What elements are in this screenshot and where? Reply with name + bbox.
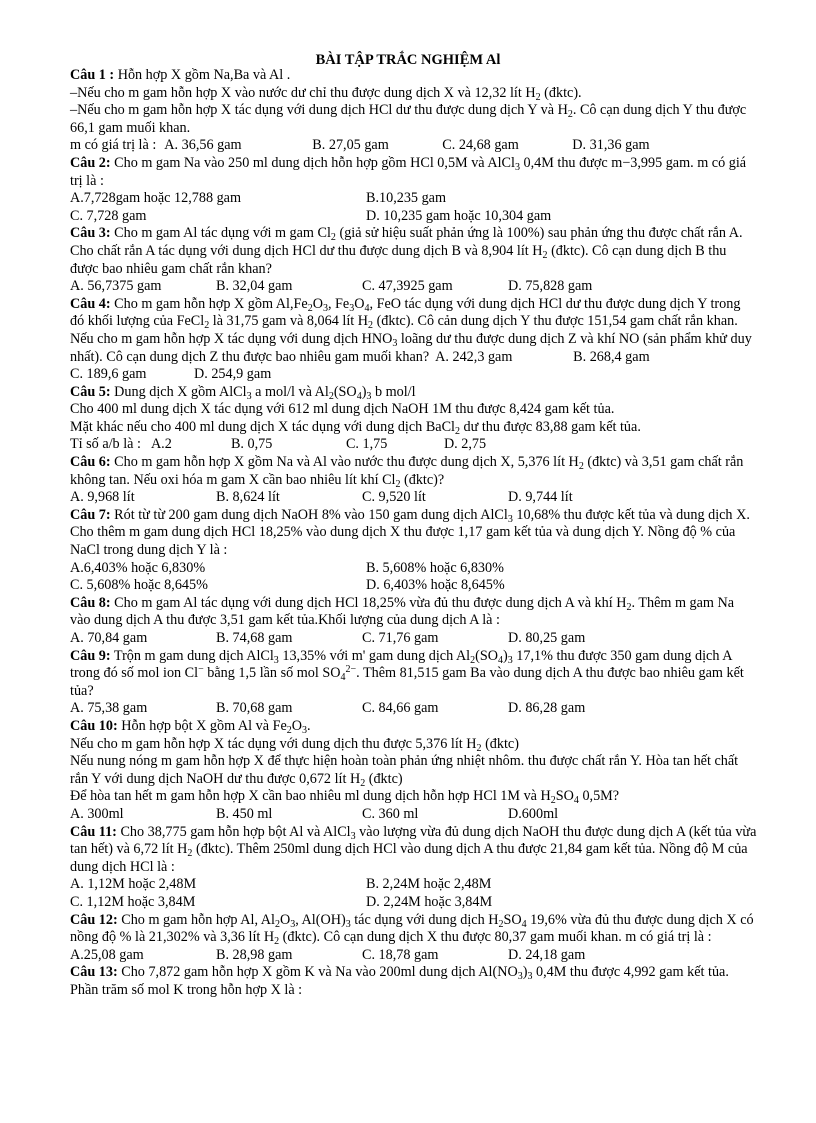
question-7 xyxy=(70,507,758,595)
question-text-line xyxy=(70,85,758,103)
answer-option[interactable]: D. 80,25 gam xyxy=(508,630,586,646)
answer-option[interactable]: A.6,403% hoặc 6,830% xyxy=(70,559,206,576)
question-label: Câu 3: xyxy=(70,225,111,242)
answer-option[interactable]: D. 10,235 gam hoặc 10,304 gam xyxy=(366,207,552,224)
question-text: Để hòa tan hết m gam hỗn hợp X cần bao nhiêu ml dung dịch hỗn hợp HCl 1M và $H_2SO_4$ 0,5M? xyxy=(70,788,620,807)
question-label: Câu 9: xyxy=(70,647,111,664)
question-2 xyxy=(70,155,758,225)
question-label: Câu 12: xyxy=(70,911,118,928)
question-text-line xyxy=(70,296,758,384)
answer-options xyxy=(70,560,758,578)
question-text-line xyxy=(70,155,758,190)
answer-options xyxy=(70,630,758,648)
question-4 xyxy=(70,296,758,384)
answer-option[interactable]: C. 1,75 xyxy=(345,436,388,453)
question-text-line xyxy=(70,102,758,137)
answer-options xyxy=(70,700,758,718)
question-text-line xyxy=(70,964,758,999)
question-text-line xyxy=(70,507,758,560)
answer-option[interactable]: B.10,235 gam xyxy=(366,190,446,207)
answer-options xyxy=(70,190,758,208)
question-text-line xyxy=(70,401,758,419)
question-text: Cho m gam hỗn hợp X gồm $Al,Fe_2O_3$, $Fe_3O_4$, FeO tác dụng với dung dịch HCl dư thu được dung dịch Y trong đó khối lượng của FeCl$_2$ là 31,75 gam và 8,064 lít $H_2$ (đktc). Cô cản dung dịch Y thu được 151,54 gam chất rắn khan. Nếu cho m gam hỗn hợp X tác dụng với dung dịch $HNO_3$ loãng dư thu được dung dịch Z và khí NO (sản phẩm khử duy nhất). Cô cạn dung dịch Z thu được bao nhiêu gam muối khan? xyxy=(70,295,752,365)
answer-option[interactable]: D. 31,36 gam xyxy=(572,137,650,154)
question-label: Câu 10: xyxy=(70,717,118,734)
question-label: Câu 11: xyxy=(70,823,117,840)
question-8 xyxy=(70,595,758,648)
question-text: Dung dịch X gồm AlCl$_3$ a mol/l và $Al_2(SO_4)_3$ b mol/l xyxy=(110,383,416,402)
document-title: BÀI TẬP TRẮC NGHIỆM Al xyxy=(315,52,501,68)
answer-option[interactable]: C. 1,12M hoặc 3,84M xyxy=(70,893,196,910)
question-text-line xyxy=(70,137,758,155)
answer-option[interactable]: A. 9,968 lít xyxy=(70,489,135,506)
question-text: Rót từ từ 200 gam dung dịch NaOH 8% vào 150 gam dung dịch AlCl$_3$ 10,68% thu được kết tủa và dung dịch X. Cho thêm m gam dung dịch HCl 18,25% vào dung dịch X thu được 1,17 gam kết tủa và dung dịch Y. Nồng độ % của NaCl trong dung dịch Y là : xyxy=(70,506,750,559)
question-12 xyxy=(70,912,758,965)
question-6 xyxy=(70,454,758,507)
question-text-line xyxy=(70,384,758,402)
question-label: Câu 8: xyxy=(70,594,111,611)
question-text-line xyxy=(70,788,758,806)
answer-option[interactable]: A. 70,84 gam xyxy=(70,630,148,646)
answer-option[interactable]: A. 56,7375 gam xyxy=(70,278,162,295)
question-label: Câu 1 : xyxy=(70,67,115,83)
answer-options xyxy=(70,894,758,912)
answer-option[interactable]: B. 2,24M hoặc 2,48M xyxy=(366,876,492,893)
answer-option[interactable]: D. 2,24M hoặc 3,84M xyxy=(366,893,493,910)
question-label: Câu 4: xyxy=(70,295,111,312)
question-text: Nếu cho m gam hỗn hợp X tác dụng với dung dịch thu được 5,376 lít $H_2$ (đktc) xyxy=(70,735,519,754)
question-text: Cho m gam hỗn hợp Al, $Al_2O_3$, $Al(OH)_3$ tác dụng với dung dịch $H_2SO_4$ 19,6% vừa đủ thu được dung dịch X có nồng độ % là 21,302% và 3,36 lít $H_2$ (đktc). Cô cạn dung dịch X thu được 80,37 gam muối khan. m có giá trị là : xyxy=(70,911,754,948)
answer-option[interactable]: C. 5,608% hoặc 8,645% xyxy=(70,577,208,594)
question-text: Hỗn hợp bột X gồm Al và $Fe_2O_3$. xyxy=(117,717,311,736)
answer-option[interactable]: C. 71,76 gam xyxy=(362,630,439,646)
question-text: Cho 38,775 gam hỗn hợp bột Al và AlCl$_3$ vào lượng vừa đủ dung dịch NaOH thu được dung dịch A (kết tủa vừa tan hết) và 6,72 lít $H_2$ (đktc). Thêm 250ml dung dịch HCl vào dung dịch A thu được 21,84 gam kết tủa. Nồng độ M của dung dịch HCl là : xyxy=(70,823,757,875)
answer-option[interactable]: C. 7,728 gam xyxy=(70,207,147,224)
answer-option[interactable]: A. 75,38 gam xyxy=(70,700,148,717)
answer-option[interactable]: A. 300ml xyxy=(70,805,124,822)
question-label: Câu 7: xyxy=(70,506,111,523)
answer-options xyxy=(70,876,758,894)
answer-option[interactable]: C. 18,78 gam xyxy=(362,946,439,963)
answer-option[interactable]: C. 360 ml xyxy=(362,805,419,822)
answer-options xyxy=(70,577,758,595)
question-list xyxy=(70,67,758,999)
answer-option[interactable]: B. 450 ml xyxy=(216,805,273,822)
question-text-line xyxy=(70,595,758,630)
question-11 xyxy=(70,824,758,912)
question-text-line xyxy=(70,753,758,788)
answer-option[interactable]: B. 28,98 gam xyxy=(216,946,293,963)
answer-option[interactable]: B. 74,68 gam xyxy=(216,630,293,646)
question-text-line xyxy=(70,419,758,437)
answer-option[interactable]: C. 84,66 gam xyxy=(362,700,439,717)
question-9 xyxy=(70,648,758,718)
question-text: Hỗn hợp X gồm Na,Ba và Al . xyxy=(114,67,291,83)
answer-option[interactable]: D. 6,403% hoặc 8,645% xyxy=(366,577,505,594)
question-text: Mặt khác nếu cho 400 ml dung dịch X tác dụng với dung dịch BaCl$_2$ dư thu được 83,88 gam kết tủa. xyxy=(70,418,641,437)
question-text: Trộn m gam dung dịch AlCl$_3$ 13,35% với m' gam dung dịch $Al_2(SO_4)_3$ 17,1% thu được 350 gam dung dịch A trong đó số mol ion Cl− bằng 1,5 lần số mol $SO_4^{2-}$. Thêm 81,515 gam Ba vào dung dịch A thu được bao nhiêu gam kết tủa? xyxy=(70,647,744,699)
answer-option[interactable]: D. 9,744 lít xyxy=(508,489,573,506)
question-text: Cho m gam Al tác dụng với m gam $Cl_2$ (giả sử hiệu suất phản ứng là 100%) sau phản ứng thu được chất rắn A. Cho chất rắn A tác dụng với dung dịch HCl dư thu được dung dịch B và 8,904 lít $H_2$ (đktc). Cô cạn dung dịch B thu được bao nhiêu gam chất rắn khan? xyxy=(70,225,743,277)
question-13 xyxy=(70,964,758,999)
answer-option[interactable]: A. 36,56 gam xyxy=(164,137,242,154)
question-label: Câu 13: xyxy=(70,964,118,981)
question-text: Cho 7,872 gam hỗn hợp X gồm K và Na vào 200ml dung dịch $Al(NO_3)_3$ 0,4M thu được 4,992 gam kết tủa. Phần trăm số mol K trong hỗn hợp X là : xyxy=(70,964,729,998)
answer-option[interactable]: A.2 xyxy=(150,436,172,453)
answer-option[interactable]: D.600ml xyxy=(508,805,559,822)
answer-option[interactable]: C. 9,520 lít xyxy=(362,489,426,506)
answer-option[interactable]: B. 27,05 gam xyxy=(312,137,389,154)
question-label: Câu 5: xyxy=(70,383,111,400)
answer-option[interactable]: D. 86,28 gam xyxy=(508,700,586,717)
answer-option[interactable]: C. 24,68 gam xyxy=(442,137,519,154)
answer-option[interactable]: A.25,08 gam xyxy=(70,946,144,963)
answer-option[interactable]: B. 32,04 gam xyxy=(216,278,293,295)
question-text-line xyxy=(70,912,758,947)
question-text-line xyxy=(70,718,758,736)
answer-option[interactable]: C. 189,6 gam xyxy=(70,366,147,383)
question-text-line xyxy=(70,225,758,278)
answer-option[interactable]: B. 5,608% hoặc 6,830% xyxy=(366,559,504,576)
answer-option[interactable]: D. 2,75 xyxy=(443,436,487,453)
answer-option[interactable]: B. 70,68 gam xyxy=(216,700,293,717)
question-text-line xyxy=(70,436,758,454)
question-text-line xyxy=(70,824,758,877)
answer-options xyxy=(70,208,758,226)
answer-options xyxy=(70,489,758,507)
answer-option[interactable]: A.7,728gam hoặc 12,788 gam xyxy=(70,190,242,207)
answer-option[interactable]: B. 8,624 lít xyxy=(216,489,280,506)
answer-options xyxy=(70,278,758,296)
answer-option[interactable]: B. 0,75 xyxy=(230,436,273,453)
answer-option[interactable]: D. 75,828 gam xyxy=(508,278,593,295)
answer-option[interactable]: B. 268,4 gam xyxy=(573,348,650,365)
question-text-line xyxy=(70,67,758,85)
question-10 xyxy=(70,718,758,824)
question-3 xyxy=(70,225,758,295)
question-text: Cho m gam hỗn hợp X gồm Na và Al vào nước thu được dung dịch X, 5,376 lít $H_2$ (đktc) và 3,51 gam chất rắn không tan. Nếu oxi hóa m gam X cần bao nhiêu lít khí $Cl_2$ (đktc)? xyxy=(70,454,744,490)
question-text: Cho m gam Na vào 250 ml dung dịch hỗn hợp gồm HCl 0,5M và AlCl$_3$ 0,4M thu được m−3,995 gam. m có giá trị là : xyxy=(70,154,747,189)
question-text: Tỉ số a/b là : xyxy=(70,436,141,453)
answer-option[interactable]: A. 242,3 gam xyxy=(435,348,513,365)
question-text-line xyxy=(70,454,758,489)
question-label: Câu 6: xyxy=(70,454,111,471)
answer-option[interactable]: A. 1,12M hoặc 2,48M xyxy=(70,876,197,893)
answer-option[interactable]: D. 254,9 gam xyxy=(194,366,272,383)
answer-option[interactable]: D. 24,18 gam xyxy=(508,946,586,963)
question-text: Cho m gam Al tác dụng với dung dịch HCl 18,25% vừa đủ thu được dung dịch A và khí $H_2$. Thêm m gam Na vào dung dịch A thu được 3,51 gam kết tủa.Khối lượng của dung dịch A là : xyxy=(70,594,735,629)
question-text-line xyxy=(70,648,758,701)
question-text: m có giá trị là : xyxy=(70,137,157,154)
question-text: –Nếu cho m gam hỗn hợp X tác dụng với dung dịch HCl dư thu được dung dịch Y và $H_2$. Cô cạn dung dịch Y thu được 66,1 gam muối khan. xyxy=(70,102,747,136)
question-5 xyxy=(70,384,758,454)
question-1 xyxy=(70,67,758,155)
question-text: Cho 400 ml dung dịch X tác dụng với 612 ml dung dịch NaOH 1M thu được 8,424 gam kết tủa. xyxy=(70,401,615,418)
answer-options xyxy=(70,947,758,965)
question-text: Nếu nung nóng m gam hỗn hợp X để thực hiện hoàn toàn phản ứng nhiệt nhôm. thu được chất rắn Y. Hòa tan hết chất rắn Y với dung dịch NaOH dư thu được 0,672 lít $H_2$ (đktc) xyxy=(70,753,739,789)
question-text-line xyxy=(70,736,758,754)
answer-option[interactable]: C. 47,3925 gam xyxy=(362,278,453,295)
answer-options xyxy=(70,806,758,824)
question-label: Câu 2: xyxy=(70,154,111,171)
question-text: –Nếu cho m gam hỗn hợp X vào nước dư chỉ thu được dung dịch X và 12,32 lít $H_2$ (đktc). xyxy=(70,84,582,103)
